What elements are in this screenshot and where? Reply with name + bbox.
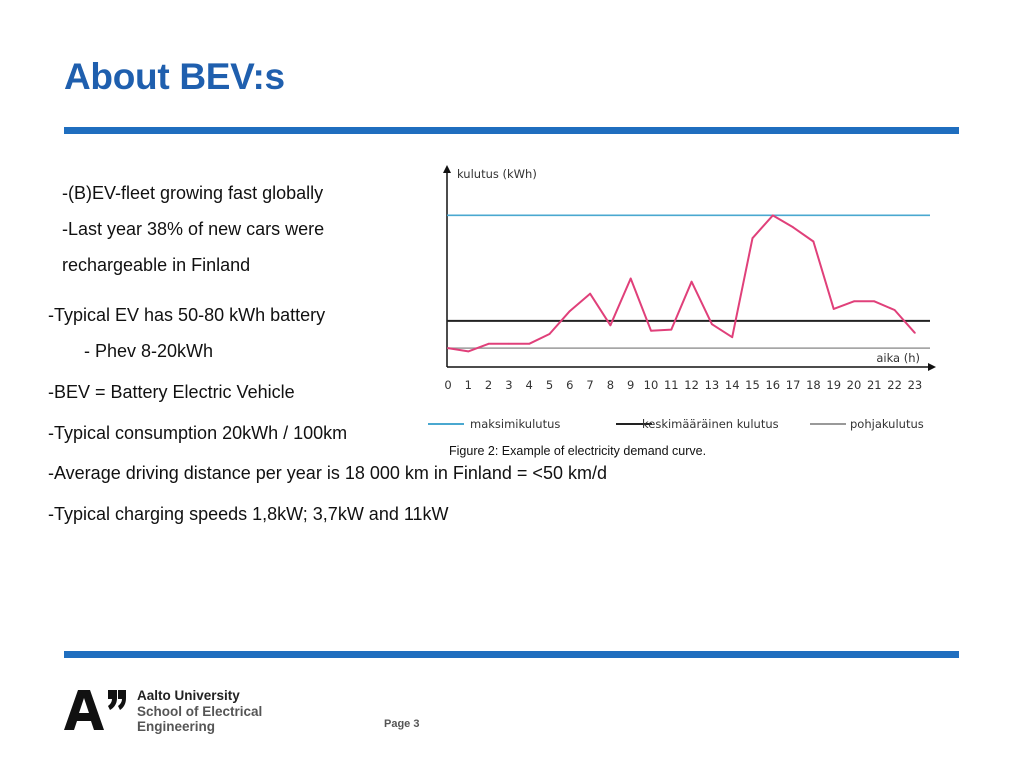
consumption-series-line [448, 215, 915, 351]
consumption-point-5 [549, 333, 551, 335]
x-tick-label-13: 13 [704, 378, 720, 392]
consumption-point-21 [873, 300, 875, 302]
x-tick-label-20: 20 [846, 378, 862, 392]
bullet-3-sub: - Phev 8-20kWh [84, 341, 214, 361]
x-tick-label-19: 19 [826, 378, 842, 392]
legend-label-0: maksimikulutus [470, 417, 561, 431]
logo-line-department: Engineering [137, 719, 216, 734]
logo-wordmark [137, 688, 262, 735]
x-tick-label-11: 11 [663, 378, 679, 392]
bottom-divider [64, 651, 959, 658]
x-tick-label-1: 1 [464, 378, 472, 392]
x-tick-label-23: 23 [907, 378, 923, 392]
consumption-point-13 [711, 323, 713, 325]
bullet-7: -Typical charging speeds 1,8kW; 3,7kW and 11kW [48, 504, 449, 524]
x-tick-label-12: 12 [684, 378, 699, 392]
consumption-point-3 [508, 343, 510, 345]
x-tick-label-18: 18 [806, 378, 821, 392]
consumption-point-14 [731, 336, 733, 338]
x-tick-label-15: 15 [745, 378, 760, 392]
x-tick-label-4: 4 [525, 378, 533, 392]
bullet-5: -Typical consumption 20kWh / 100km [48, 423, 348, 443]
bullet-1: -(B)EV-fleet growing fast globally [62, 183, 324, 203]
legend-label-1: keskimääräinen kulutus [642, 417, 779, 431]
y-axis-arrow [443, 165, 451, 173]
bullet-6: -Average driving distance per year is 18 000 km in Finland = <50 km/d [48, 463, 607, 483]
page-number: Page 3 [384, 718, 420, 730]
aalto-logo-icon [64, 688, 126, 732]
consumption-point-16 [772, 214, 774, 216]
x-tick-label-3: 3 [505, 378, 513, 392]
x-tick-label-9: 9 [627, 378, 635, 392]
y-axis-label: kulutus (kWh) [457, 167, 537, 181]
x-tick-label-16: 16 [765, 378, 781, 392]
x-tick-label-8: 8 [606, 378, 615, 392]
consumption-point-23 [914, 332, 916, 334]
consumption-point-20 [853, 300, 855, 302]
logo-line-university: Aalto University [137, 688, 240, 703]
x-tick-label-22: 22 [887, 378, 902, 392]
x-tick-label-0: 0 [444, 378, 452, 392]
consumption-point-1 [467, 350, 469, 352]
consumption-point-17 [792, 226, 794, 228]
legend-label-2: pohjakulutus [850, 417, 924, 431]
x-tick-label-21: 21 [866, 378, 882, 392]
consumption-point-11 [670, 329, 672, 331]
demand-chart [420, 160, 940, 440]
x-tick-label-17: 17 [785, 378, 801, 392]
bullet-2: -Last year 38% of new cars were [62, 219, 325, 239]
bullet-3: -Typical EV has 50-80 kWh battery [48, 305, 326, 325]
consumption-point-6 [569, 310, 571, 312]
bullet-4: -BEV = Battery Electric Vehicle [48, 382, 295, 402]
slide-title: About BEV:s [64, 56, 285, 97]
x-tick-label-6: 6 [566, 378, 574, 392]
consumption-point-8 [610, 324, 612, 326]
consumption-point-7 [589, 293, 591, 295]
x-tick-label-5: 5 [545, 378, 554, 392]
logo-line-school: School of Electrical [137, 703, 263, 719]
consumption-point-10 [650, 330, 652, 332]
x-tick-label-2: 2 [484, 378, 493, 392]
consumption-point-2 [488, 343, 490, 345]
consumption-point-4 [528, 343, 530, 345]
consumption-point-18 [813, 241, 815, 243]
x-tick-label-14: 14 [724, 378, 740, 392]
consumption-point-0 [447, 347, 449, 349]
x-tick-label-7: 7 [586, 378, 594, 392]
top-divider [64, 127, 959, 134]
consumption-point-22 [894, 309, 896, 311]
x-tick-label-10: 10 [643, 378, 659, 392]
consumption-point-19 [833, 308, 835, 310]
consumption-point-15 [752, 237, 754, 239]
consumption-point-9 [630, 278, 632, 280]
consumption-point-12 [691, 281, 693, 283]
figure-caption: Figure 2: Example of electricity demand curve. [449, 444, 707, 458]
bullet-2-continued: rechargeable in Finland [62, 255, 251, 275]
x-axis-label: aika (h) [876, 351, 920, 365]
x-axis-arrow [928, 363, 936, 371]
